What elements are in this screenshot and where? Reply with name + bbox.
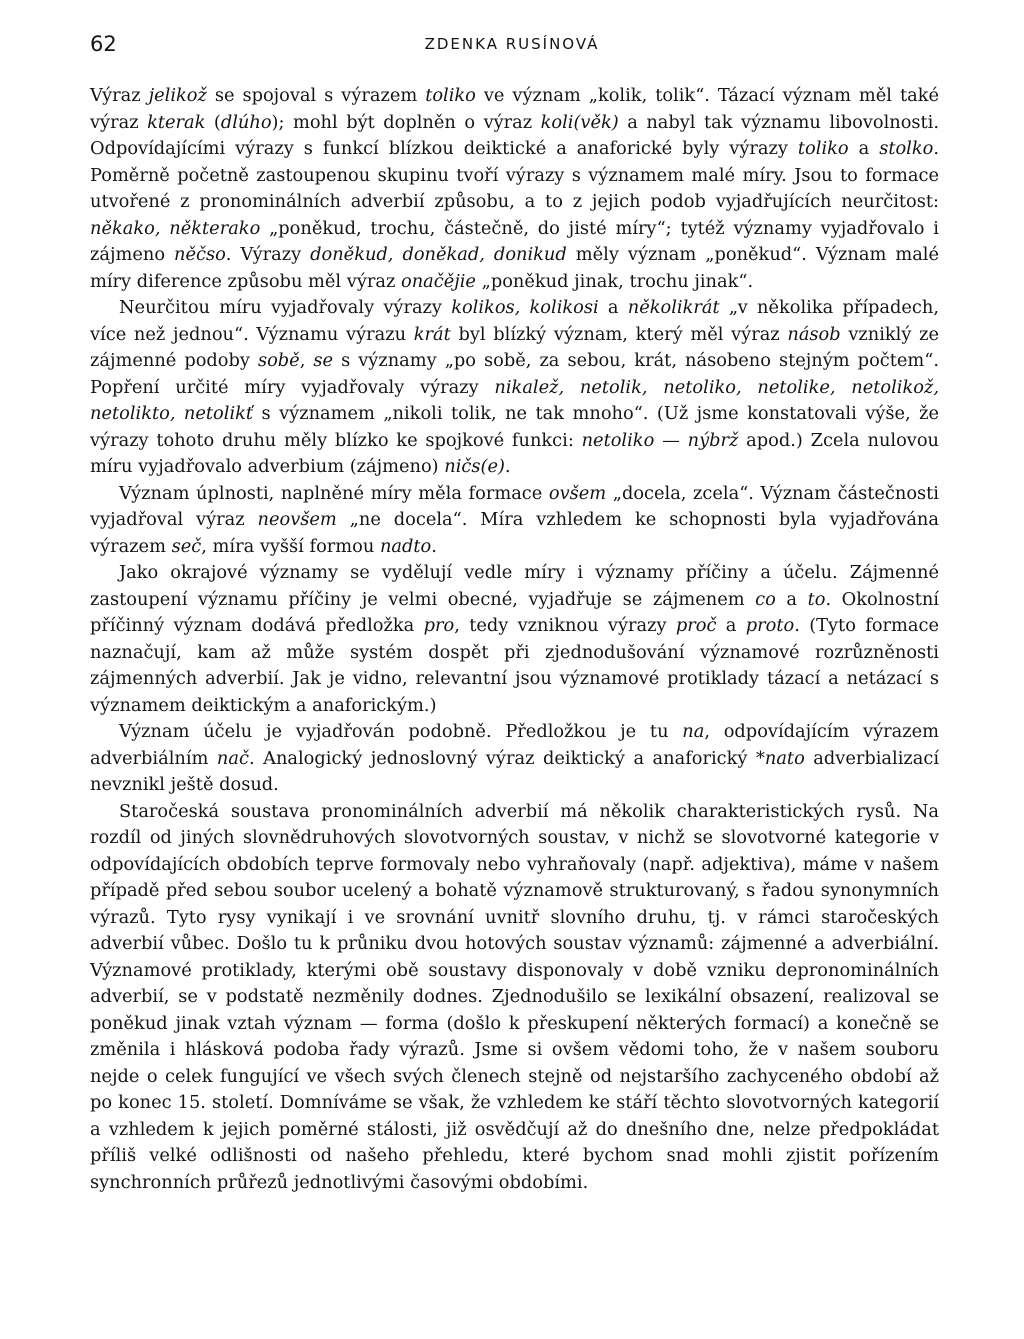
paragraph [90,481,939,561]
italic-term: co [755,588,776,610]
italic-term: seč [171,535,202,557]
text-run: , míra vyšší formou [201,535,380,557]
paragraph [90,560,939,719]
text-run: . Okolnostní příčinný význam dodává předložka [90,588,939,636]
text-run: . Výrazy [225,244,311,265]
italic-term: několikrát [627,297,720,318]
text-run: , tedy vzniknou výrazy [454,615,676,636]
body-text [90,83,939,1196]
italic-term: někako, některako [90,217,261,239]
text-run: Jako okrajové významy se vydělují vedle míry i významy příčiny a účelu. Zájmenné zastoupení významu příčiny je velmi obecné, vyjadřuje se zájmenem [90,562,939,610]
text-run: , odpovídajícím výrazem adverbiálním [90,721,940,769]
text-run: byl blízký význam, který měl výraz [450,323,788,345]
text-run: ( [205,111,221,133]
italic-term: na [682,721,705,742]
italic-term: proč [675,615,717,636]
text-run: vzniklý ze zájmenné podoby [90,323,939,371]
italic-term: násob [787,323,841,345]
text-run: ve význam „kolik, tolik“. Tázací význam měl také výraz [90,85,939,133]
text-run: Význam úplnosti, naplněné míry měla formace [119,482,549,504]
italic-term: se [313,350,334,371]
text-run: Význam účelu je vyjadřován podobně. Předložkou je tu [119,721,683,742]
italic-term: pro [423,615,455,636]
italic-term: nýbrž [687,429,739,451]
italic-term: onačějie [400,270,476,292]
italic-term: kterak [147,111,206,133]
text-run: apod.) Zcela nulovou míru vyjadřovalo adverbium (zájmeno) [90,429,940,477]
italic-term: krát [413,323,451,345]
paragraph [90,719,939,799]
text-run: . [431,535,437,557]
italic-term: toliko [425,85,476,106]
text-run: „v několika případech, více než jednou“. Významu výrazu [90,297,939,345]
text-run: Neurčitou míru vyjadřovaly výrazy [119,297,452,318]
text-run: a [716,615,746,636]
text-run: Staročeská soustava pronominálních adverbií má několik charakteristických rysů. Na rozdíl od jiných slovnědruhových slovotvorných soustav, v nichž se slovotvorné kategorie v odpovídajících obdobích teprve formovaly nebo vyhraňovaly (např. adjektiva), máme v našem případě před sebou soubor ucelený a bohatě významově strukturovaný, s řadou synonymních výrazů. Tyto rysy vynikají i ve srovnání uvnitř slovního druhu, tj. v rámci staročeských adverbií vůbec. Došlo tu k průniku dvou hotových soustav významů: zájmenné a adverbiální. Významové protiklady, kterými obě soustavy disponovaly v době vzniku depronominálních adverbií, se v podstatě nezměnily dodnes. Zjednodušilo se lexikální obsazení, realizoval se poněkud jinak vztah význam — forma (došlo k přeskupení některých formací) a konečně se změnila i hlásková podoba řady výrazů. Jsme si ovšem vědomi toho, že v našem souboru nejde o celek fungující ve všech svých členech stejně od nejstaršího zachyceného období až po konec 15. století. Domníváme se však, že vzhledem ke stáří těchto slovotvorných kategorií a vzhledem k jejich poměrné stálosti, již osvědčují až do dnešního dne, nelze předpokládat příliš velké odlišnosti od našeho přehledu, které bychom snad mohli zjistit pořízením synchronních průřezů jednotlivými časovými obdobími. [90,800,939,1193]
text-run: s významy „po sobě, za sebou, krát, násobeno stejným počtem“. Popření určité míry vyjadřovaly výrazy [90,350,939,398]
text-run: a [848,138,880,159]
text-run: adverbializací nevznikl ještě dosud. [90,747,940,795]
text-run: , [299,350,314,371]
italic-term: dlúho [220,111,272,133]
text-run: . [504,456,511,477]
italic-term: doněkud, doněkad, donikud [310,244,567,265]
italic-term: nač [216,747,249,769]
text-run: a [598,297,628,318]
text-run: „poněkud jinak, trochu jinak“. [475,270,754,292]
text-run: — [654,429,688,451]
text-run: ); mohl být doplněn o výraz [271,111,541,133]
text-run: a [775,588,808,610]
text-run: „docela, zcela“. Význam částečnosti vyjadřoval výraz [90,482,939,530]
text-run: měly význam „poněkud“. Význam malé míry diference způsobu měl výraz [90,244,940,292]
text-run: „poněkud, trochu, částečně, do jisté míry“; tytéž významy vyjadřovalo i zájmeno [90,217,939,265]
text-run: s významem „nikoli tolik, ne tak mnoho“. (Už jsme konstatovali výše, že výrazy tohoto druhu měly blízko ke spojkové funkci: [90,403,940,451]
italic-term: kolikos, kolikosi [451,297,599,318]
text-run: . (Tyto formace naznačují, kam až může systém dospět při zjednodušování významové rozrůzněnosti zájmenných adverbií. Jak je vidno, relevantní jsou významové protiklady tázací a netázací s významem deiktickým a anaforickým.) [90,615,939,716]
text-run: . Poměrně početně zastoupenou skupinu tvoří výrazy s významem malé míry. Jsou to formace utvořené z pronominálních adverbií způsobu, a to z jejich podob vyjadřujících neurčitost: [90,138,940,212]
paragraph [90,295,939,481]
italic-term: sobě [257,350,300,371]
italic-term: stolko [879,138,934,159]
italic-term: něčso [174,244,226,265]
page-header [0,30,1024,64]
italic-term: jelikož [148,85,207,106]
text-run: se spojoval s výrazem [206,85,426,106]
text-run: a nabyl tak významu libovolnosti. Odpovídajícími výrazy s funkcí blízkou deiktické a anaforické byly výrazy [90,111,940,159]
italic-term: toliko [797,138,849,159]
italic-term: *nato [755,747,805,769]
text-run: Výraz [90,85,149,106]
running-head: ZDENKA RUSÍNOVÁ [424,35,600,53]
italic-term: neovšem [257,509,337,530]
italic-term: koli(věk) [540,111,619,133]
text-run: . Analogický jednoslovný výraz deiktický a anaforický [248,747,756,769]
italic-term: ovšem [548,482,607,504]
page-number: 62 [90,32,117,56]
italic-term: netoliko [581,429,655,451]
paragraph [90,799,939,1197]
italic-term: nadto [379,535,432,557]
italic-term: proto [745,615,795,636]
text-run: „ne docela“. Míra vzhledem ke schopnosti byla vyjadřována výrazem [90,509,939,557]
italic-term: to [807,588,826,610]
paragraph [90,83,939,295]
italic-term: nikalež, netolik, netoliko, netolike, netolikož, netolikto, netolikť [90,376,939,424]
italic-term: ničs(e) [444,456,505,477]
